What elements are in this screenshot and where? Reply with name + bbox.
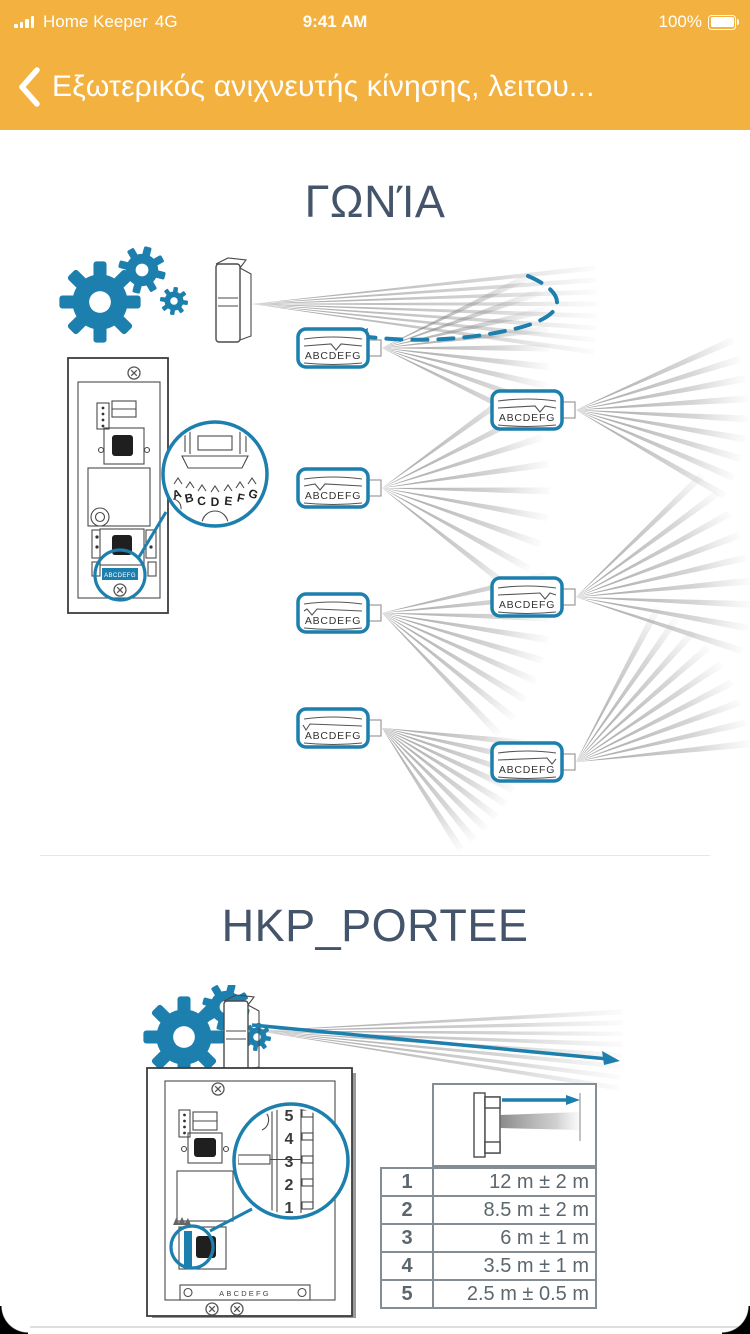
- battery-icon: [708, 15, 736, 30]
- status-bar: [0, 0, 750, 44]
- table-row: [381, 1224, 596, 1252]
- beam-selector-box-r2: [492, 578, 575, 616]
- battery-percent-label: 100%: [658, 12, 702, 31]
- svg-text:ABCDEFG: ABCDEFG: [304, 730, 362, 742]
- portee-diagram: [0, 985, 750, 1334]
- range-table: [380, 1167, 597, 1309]
- navigation-bar: [0, 44, 750, 130]
- range-value: 12 m ± 2 m: [433, 1168, 596, 1196]
- beam-selector-box-r1: [492, 391, 575, 429]
- table-row: [381, 1168, 596, 1196]
- svg-text:ABCDEFG: ABCDEFG: [498, 764, 556, 776]
- svg-text:5: 5: [284, 1108, 294, 1125]
- signal-strength-icon: [14, 16, 34, 28]
- magnifier-scale-numbers: [285, 1108, 294, 1217]
- table-row: [381, 1252, 596, 1280]
- angle-diagram: [0, 240, 750, 855]
- angle-dial-magnifier: [163, 422, 267, 537]
- section-title-portee: HKP_PORTEE: [221, 900, 529, 951]
- svg-text:C: C: [196, 493, 207, 509]
- svg-text:3: 3: [284, 1154, 294, 1171]
- clock: 9:41 AM: [302, 12, 368, 31]
- detector-internal-view: [68, 358, 168, 613]
- screen-corner-right: [722, 1306, 750, 1334]
- angle-selector-highlight-letters: ABCDEFG: [104, 573, 136, 579]
- svg-text:B: B: [183, 490, 195, 506]
- beam-selector-box-l4: [298, 709, 381, 747]
- range-beam: [500, 1112, 580, 1130]
- svg-text:ABCDEFG: ABCDEFG: [498, 412, 556, 424]
- svg-text:F: F: [235, 490, 246, 506]
- table-row: [381, 1196, 596, 1224]
- range-value: 3.5 m ± 1 m: [433, 1252, 596, 1280]
- screen-corner-left: [0, 1306, 28, 1334]
- table-row: [381, 1280, 596, 1308]
- terminal-letters: ABCDEFG: [219, 1289, 271, 1298]
- status-left: [14, 12, 343, 32]
- beam-selector-box-l1: [298, 329, 381, 367]
- svg-text:ABCDEFG: ABCDEFG: [304, 615, 362, 627]
- range-position: 4: [381, 1252, 433, 1280]
- motion-detector-icon: [216, 258, 251, 342]
- app-header: [0, 0, 750, 130]
- page-title: Εξωτερικός ανιχνευτής κίνησης, λειτου...: [52, 70, 595, 103]
- settings-gears-icon: [59, 241, 189, 343]
- svg-text:A: A: [170, 486, 184, 503]
- range-value: 6 m ± 1 m: [433, 1224, 596, 1252]
- svg-text:ABCDEFG: ABCDEFG: [498, 599, 556, 611]
- svg-text:ABCDEFG: ABCDEFG: [304, 490, 362, 502]
- range-slider-highlight: [184, 1231, 192, 1267]
- range-value: 2.5 m ± 0.5 m: [433, 1280, 596, 1308]
- svg-text:4: 4: [284, 1131, 294, 1148]
- carrier-label: Home Keeper: [43, 12, 148, 31]
- bottom-separator: [30, 1326, 750, 1328]
- range-value: 8.5 m ± 2 m: [433, 1196, 596, 1224]
- back-button[interactable]: [0, 57, 52, 117]
- section-divider: [40, 855, 710, 856]
- beam-selector-box-l2: [298, 469, 381, 507]
- range-position: 2: [381, 1196, 433, 1224]
- detector-side-view: [474, 1093, 500, 1157]
- status-right: [407, 12, 736, 32]
- svg-text:E: E: [223, 493, 234, 509]
- range-scale-magnifier: [234, 1104, 348, 1218]
- range-position: 5: [381, 1280, 433, 1308]
- chevron-left-icon: [16, 66, 42, 108]
- svg-text:1: 1: [284, 1200, 294, 1217]
- network-type-label: 4G: [154, 12, 178, 31]
- beam-selector-box-r3: [492, 743, 575, 781]
- range-figure: [432, 1083, 597, 1167]
- svg-text:G: G: [246, 486, 260, 503]
- settings-gears-icon: [143, 985, 272, 1078]
- range-position: 3: [381, 1224, 433, 1252]
- svg-text:2: 2: [284, 1177, 294, 1194]
- beam-selector-box-l3: [298, 594, 381, 632]
- svg-text:D: D: [210, 495, 220, 509]
- svg-text:ABCDEFG: ABCDEFG: [304, 350, 362, 362]
- section-title-angle: ΓΩΝΊΑ: [304, 176, 446, 227]
- range-position: 1: [381, 1168, 433, 1196]
